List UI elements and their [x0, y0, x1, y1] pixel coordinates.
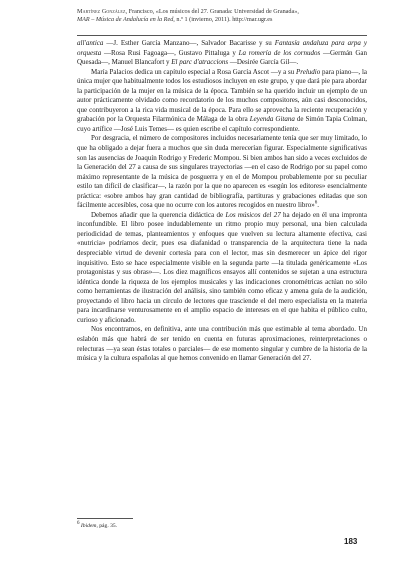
- paragraph-1: [77, 39, 367, 68]
- footnote-ibidem: Ibidem: [80, 523, 97, 529]
- header-journal: MAR – Música de Andalucía en la Red: [77, 16, 174, 24]
- italic-title: Preludio: [296, 67, 321, 76]
- header-issue-url: , n.º 1 (invierno, 2011). http://mar.ugr.es: [173, 16, 273, 24]
- text-run: para piano—, la única mujer que habitualmente todos los estudiosos incluyen en este grupo, y que dará pie para abordar la participación de la mujer en la música de la época. También se ha querido incluir un ejemplo de un autor prácticamente olvidado como recordatorio de los muchos compositores, aún casi desconocidos, que contribuyeron a la rica vida musical de la época. Para ello se aprovecha la reciente recuperación y grabación por la Orquesta Filarmónica de Málaga de la obra: [77, 67, 367, 124]
- article-body: [77, 39, 367, 364]
- text-run: María Palacios dedica un capítulo especial a Rosa García Ascot —y a su: [91, 67, 297, 76]
- text-run: —Germán Gan Quesada—, Manuel Blancafort y: [77, 48, 367, 67]
- text-run: Nos encontramos, en definitiva, ante una contribución más que estimable al tema abordado. Un eslabón más que habrá de ser tenido en cuenta en futuras aproximaciones, reinterpretaciones o relecturas —ya sean éstas totales o parciales— de ese momento singular y cumbre de la historia de la música y la cultura españolas al que hemos convenido en llamar Generación del 27.: [77, 325, 367, 363]
- italic-title: Los músicos del 27: [225, 210, 281, 219]
- text-run: ha dejado en él una impronta inconfundible. El libro posee indudablemente un ritmo propio muy personal, una bien calculada periodicidad de temas, planteamientos y enfoques que vuelven su lectura altamente efectiva, casi «nutricia» podríamos decir, pues esa diafanidad o transparencia de la arquitectura tiene la nada despreciable virtud de devenir cortesía para con el lector, mas sin desmerecer un ápice del rigor inquisitivo. Esto se hace especialmente visible en la segunda parte —la titulada genéricamente «Los protagonistas y sus obras»—. Los diez magníficos ensayos allí contenidos se sujetan a una estructura idéntica donde la riqueza de los ejemplos musicales y las indicaciones cronométricas actúan no sólo como herramientas de ilustración del análisis, sino también como eficaz y amena guía de la audición, proyectando el libro hacia un círculo de lectores que trasciende el del mero especialista en la materia para incardinarse venturosamente en el amplio espacio de intereses en el que habita el público culto, curioso y aficionado.: [77, 210, 367, 324]
- text-run: Por desgracia, el número de compositores incluidos necesariamente tenía que ser muy limitado, lo que ha obligado a dejar fuera a muchos que sin duda merecerían figurar. Especialmente significativas son las ausencias de Joaquín Rodrigo y Frederic Mompou. Si bien ambos han sido a veces excluidos de la Generación del 27 a causa de sus singulares trayectorias —en el caso de Rodrigo por su papel como máximo representante de la música de posguerra y en el de Mompou probablemente por su peculiar estilo tan difícil de clasificar—, la razón por la que no aparecen es «según los editores» esencialmente práctica: «sobre ambos hay gran cantidad de bibliografía, partituras y grabaciones editadas que son fácilmente accesibles, cosa que no ocurre con los autores recogidos en nuestro libro»: [77, 134, 367, 210]
- footnote-ref: 6: [314, 200, 318, 206]
- header-citation: , Francisco, «Los músicos del 27. Granada: Universidad de Granada»,: [125, 8, 299, 15]
- text-run: de Simón Tapia Colman, cuyo artífice —José Luis Temes— es quien escribe el capítulo correspondiente.: [77, 115, 367, 133]
- italic-title: all'antica: [77, 39, 104, 47]
- italic-title: El parc d'atraccions: [171, 58, 229, 67]
- footnote-number: 6: [77, 521, 80, 527]
- header-citation-line-2: [77, 16, 369, 24]
- text-run: —Desirée García Gil—.: [228, 58, 299, 67]
- footnote-divider: [77, 518, 133, 519]
- paragraph-3: [77, 134, 367, 210]
- running-header: [77, 8, 369, 25]
- page-number: 183: [344, 537, 358, 546]
- footnote: [77, 523, 367, 530]
- paragraph-5: [77, 325, 367, 363]
- text-run: —J. Esther García Manzano—, Salvador Bacarisse y su: [103, 39, 275, 47]
- footnote-text: , pág. 35.: [96, 523, 118, 529]
- paragraph-4: [77, 211, 367, 326]
- header-author: Martínez González: [77, 8, 126, 15]
- text-run: —Rosa Rusi Fagoaga—, Gustavo Pittaluga y: [101, 48, 239, 57]
- text-run: .: [317, 201, 319, 210]
- header-divider: [77, 35, 367, 36]
- italic-title: Leyenda Gitana: [249, 115, 295, 124]
- text-run: Debemos añadir que la querencia didáctica de: [91, 210, 226, 219]
- italic-title: Fantasía andaluza para arpa y orquesta: [77, 39, 367, 57]
- header-citation-line-1: [77, 8, 369, 16]
- paragraph-2: [77, 68, 367, 135]
- italic-title: La romería de los cornudos: [238, 48, 321, 57]
